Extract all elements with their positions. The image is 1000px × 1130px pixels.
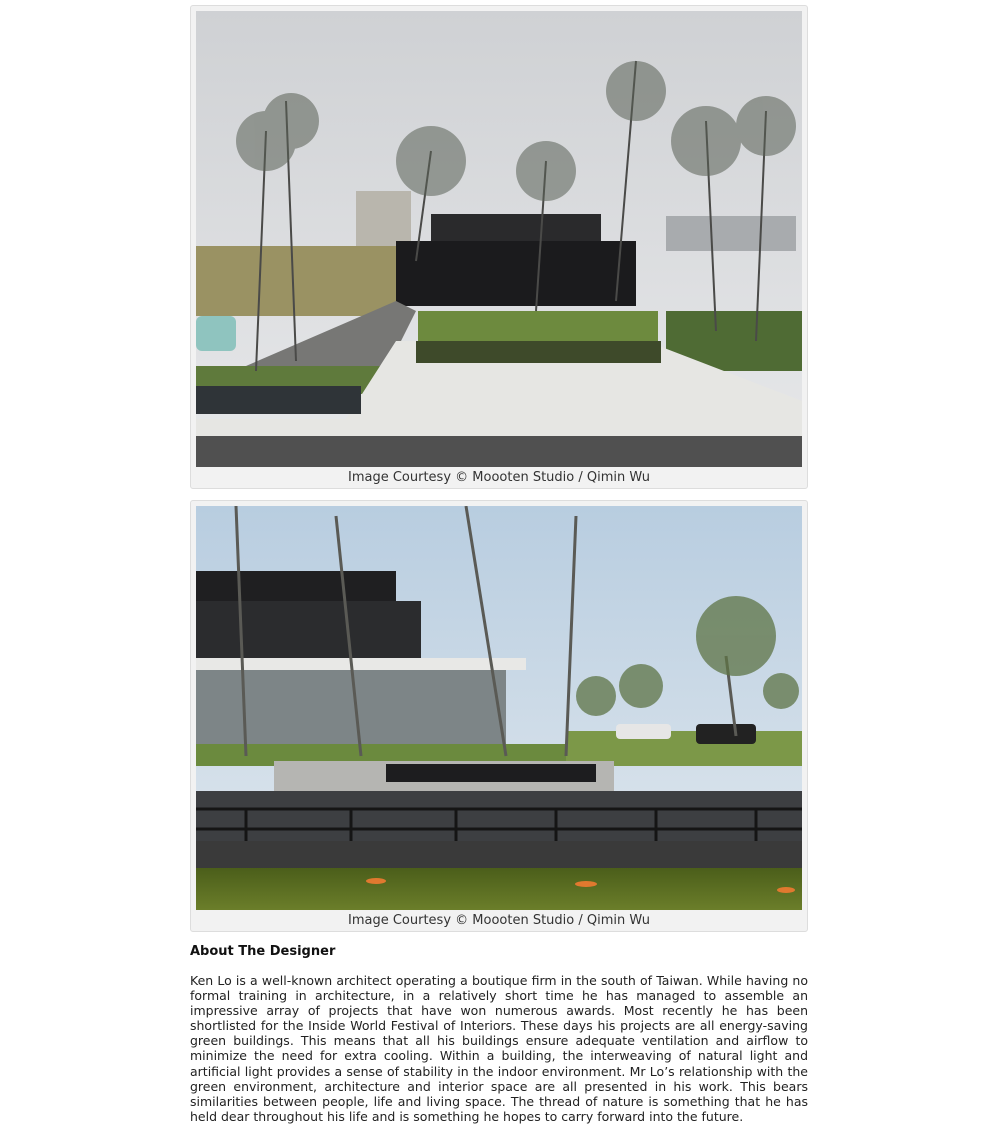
designer-paragraph: Ken Lo is a well-known architect operating a boutique firm in the south of Taiwan. While having no formal training in architecture, in a relatively short time he has managed to assemble an impressive array of projects that have won numerous awards. Most recently he has been shortlisted for the Inside World Festival of Interiors. These days his projects are all energy-saving green buildings. This means that all his buildings ensure adequate ventilation and airflow to minimize the need for extra cooling. Within a building, the interweaving of natural light and artificial light provides a sense of stability in the indoor environment. Mr Lo’s relationship with the green environment, architecture and interior space are all presented in his work. This bears similarities between people, life and living space. The thread of nature is something that he has held dear throughout his life and is something he hopes to carry forward into the future. xyxy=(190,973,808,1124)
pond-photo xyxy=(196,506,802,910)
rooftop-photo xyxy=(196,11,802,467)
photo-caption: Image Courtesy © Moooten Studio / Qimin Wu xyxy=(347,913,650,928)
section-heading: About The Designer xyxy=(190,944,336,959)
figure-pond xyxy=(190,500,808,932)
photo-caption: Image Courtesy © Moooten Studio / Qimin Wu xyxy=(347,470,650,485)
figure-rooftop xyxy=(190,5,808,489)
